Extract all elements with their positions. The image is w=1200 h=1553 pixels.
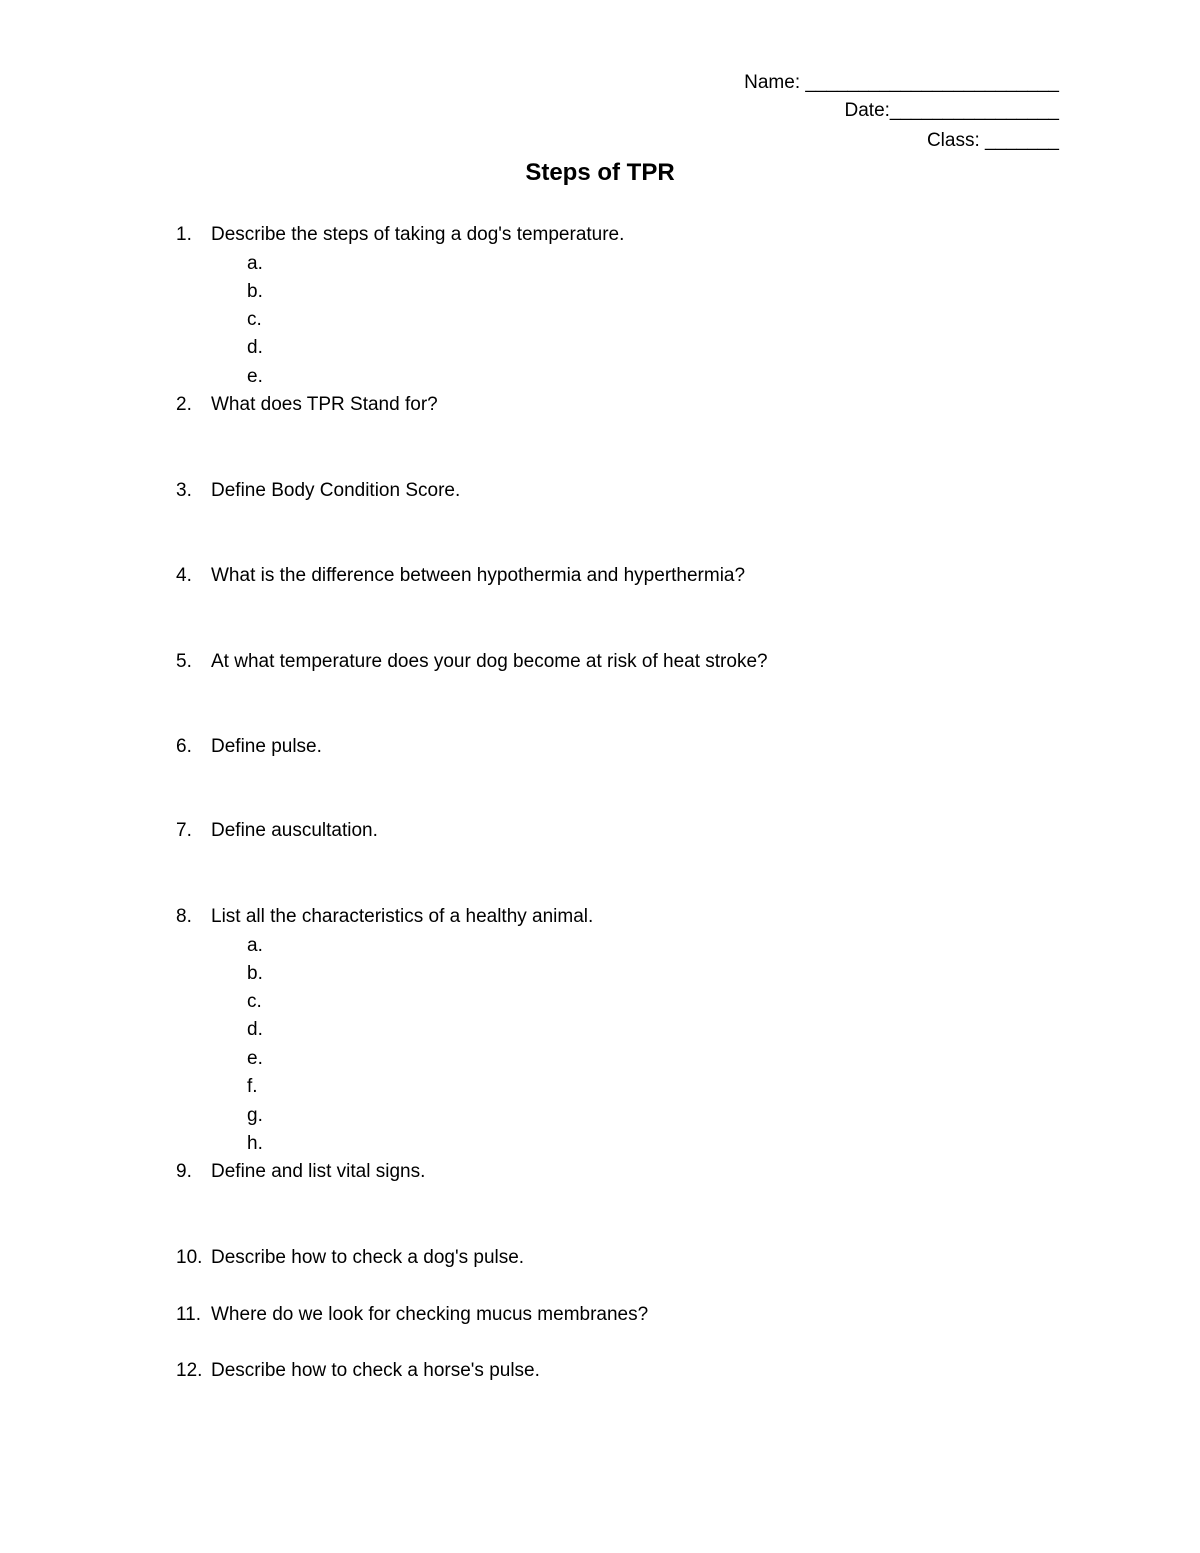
question-text: What is the difference between hypothermia and hyperthermia? — [211, 565, 746, 586]
question-number: 9. — [176, 1161, 192, 1182]
question-text: What does TPR Stand for? — [211, 394, 438, 415]
question-number: 2. — [176, 394, 192, 415]
question-text: Describe how to check a dog's pulse. — [211, 1247, 525, 1268]
sub-item-label: a. — [247, 935, 263, 956]
question-text: Define auscultation. — [211, 820, 378, 841]
question-number: 1. — [176, 224, 192, 245]
sub-item-label: c. — [247, 991, 262, 1012]
sub-item-label: c. — [247, 309, 262, 330]
question-text: Describe the steps of taking a dog's temperature. — [211, 224, 625, 245]
sub-item-label: e. — [247, 1048, 263, 1069]
sub-item-label: a. — [247, 253, 263, 274]
question-number: 12. — [176, 1360, 203, 1381]
question-text: List all the characteristics of a healthy animal. — [211, 906, 594, 927]
sub-item-label: e. — [247, 366, 263, 387]
sub-item-label: f. — [247, 1076, 258, 1097]
sub-item-label: g. — [247, 1105, 263, 1126]
question-text: Define and list vital signs. — [211, 1161, 426, 1182]
sub-item-label: d. — [247, 1019, 263, 1040]
question-text: Describe how to check a horse's pulse. — [211, 1360, 540, 1381]
sub-item-label: b. — [247, 963, 263, 984]
question-number: 11. — [176, 1304, 202, 1325]
question-number: 5. — [176, 651, 192, 672]
question-number: 3. — [176, 480, 192, 501]
question-text: At what temperature does your dog become at risk of heat stroke? — [211, 651, 768, 672]
question-number: 6. — [176, 736, 192, 757]
question-number: 7. — [176, 820, 192, 841]
question-text: Define Body Condition Score. — [211, 480, 461, 501]
question-number: 10. — [176, 1247, 203, 1268]
question-text: Define pulse. — [211, 736, 322, 757]
page-title: Steps of TPR — [525, 159, 675, 186]
name-field-line: Name: ________________________ — [744, 72, 1059, 93]
sub-item-label: d. — [247, 337, 263, 358]
question-number: 4. — [176, 565, 192, 586]
class-field-line: Class: _______ — [926, 130, 1059, 151]
sub-item-label: h. — [247, 1133, 263, 1154]
date-field-line: Date:________________ — [844, 100, 1059, 121]
question-number: 8. — [176, 906, 192, 927]
sub-item-label: b. — [247, 281, 263, 302]
question-text: Where do we look for checking mucus membranes? — [211, 1304, 649, 1325]
